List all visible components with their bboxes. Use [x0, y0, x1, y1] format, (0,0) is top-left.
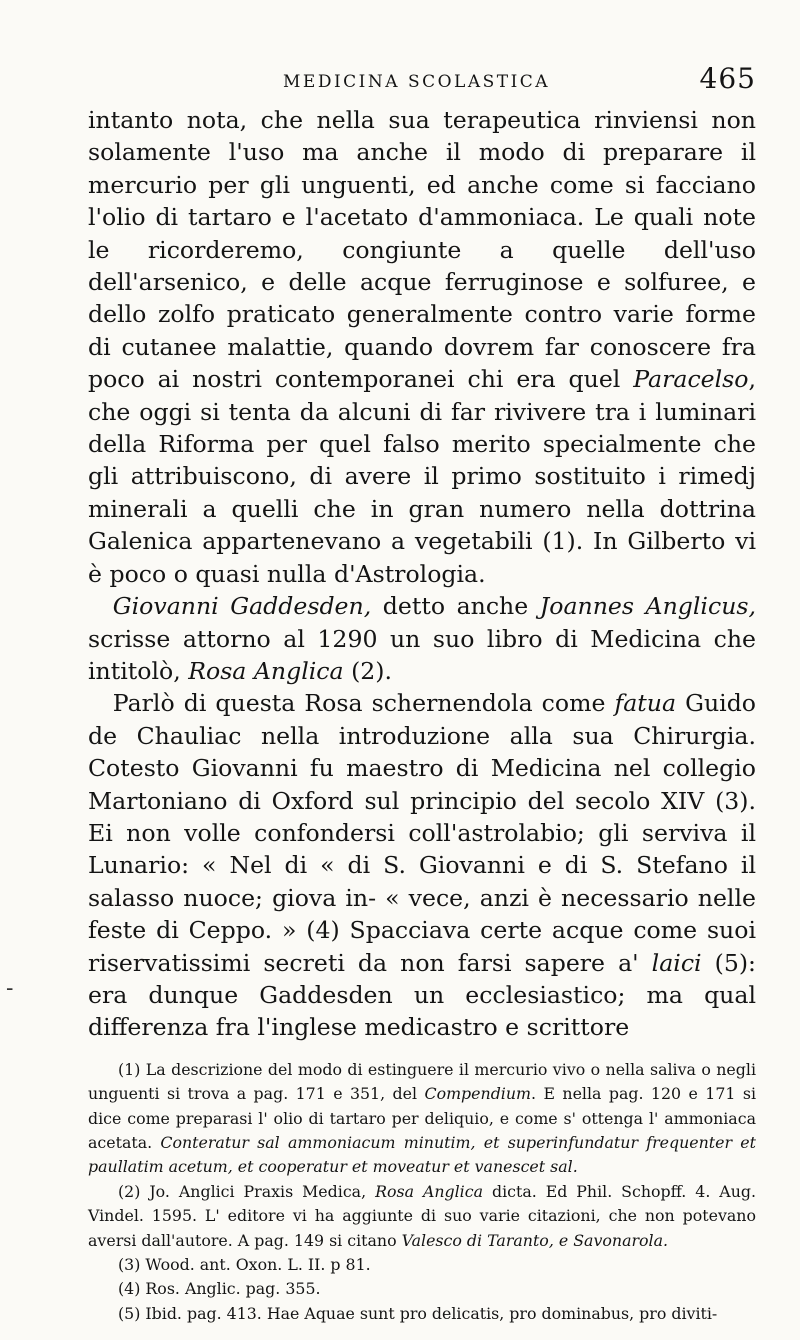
page-number: 465 [699, 62, 756, 95]
text-run: Guido de Chauliac nella introduzione alla sua Chirurgia. Cotesto Giovanni fu maestro di Medicina nel collegio Martoniano di Oxford sul principio del secolo XIV (3). Ei non volle confondersi coll'astrolabio; gli serviva il Lunario: « Nel di « di S. Giovanni e di S. Stefano il salasso nuoce; giova in- « vece, anzi è necessario nelle feste di Ceppo. » (4) Spacciava certe acque come suoi riservatissimi secreti da non farsi sapere a' [88, 689, 756, 977]
paragraph-2 [88, 590, 756, 687]
italic-run: fatua [614, 689, 677, 718]
body-text [88, 104, 756, 1044]
text-run: . E nella pag. 120 e 171 si dice come preparasi l' olio di tartaro per deliquio, e come s' ottenga l' ammoniaca acetata. [88, 1084, 756, 1152]
italic-run: Paracelso [633, 365, 749, 394]
text-run: (2). [343, 656, 392, 685]
text-run: (4) Ros. Anglic. pag. 355. [118, 1279, 321, 1299]
footnote-2 [88, 1180, 756, 1253]
running-head [88, 58, 756, 104]
margin-mark: - [6, 976, 14, 1001]
italic-run: Rosa Anglica [375, 1181, 484, 1201]
italic-run: Compendium [424, 1084, 532, 1104]
paragraph-1 [88, 104, 756, 590]
italic-run: Joannes Anglicus, [539, 592, 756, 621]
italic-run: Giovanni Gaddesden, [112, 592, 372, 621]
text-run: , che oggi si tenta da alcuni di far rivivere tra i luminari della Riforma per quel falso merito specialmente che gli attribuiscono, di avere il primo sostituito i rimedj minerali a quelli che in gran numero nella dottrina Galenica appartenevano a vegetabili (1). In Gilberto vi è poco o quasi nulla d'Astrologia. [88, 365, 756, 588]
italic-run: Rosa Anglica [188, 656, 344, 685]
text-run: dicta. Ed Phil. Schopff. 4. Aug. Vindel. 1595. L' editore vi ha aggiunte di suo varie citazioni, che non potevano aversi dall'autore. A pag. 149 si citano [88, 1181, 757, 1250]
footnote-4 [88, 1277, 756, 1301]
italic-run: Valesco di Taranto, e Savonarola. [401, 1230, 669, 1250]
text-run: Parlò di questa Rosa schernendola come [112, 689, 615, 718]
italic-run: laici [651, 948, 702, 977]
footnote-3 [88, 1253, 756, 1277]
text-run: (5) Ibid. pag. 413. Hae Aquae sunt pro delicatis, pro dominabus, pro diviti- [118, 1303, 718, 1323]
running-title: MEDICINA SCOLASTICA [283, 72, 551, 92]
text-run: (2) Jo. Anglici Praxis Medica, [118, 1181, 376, 1201]
footnote-1 [88, 1058, 756, 1180]
footnotes [88, 1058, 756, 1326]
text-run: intanto nota, che nella sua terapeutica rinviensi non solamente l'uso ma anche il modo di preparare il mercurio per gli unguenti, ed anche come si facciano l'olio di tartaro e l'acetato d'ammoniaca. Le quali note le ricorderemo, congiunte a quelle dell'uso dell'arsenico, e delle acque ferruginose e solfuree, e dello zolfo praticato generalmente contro varie forme di cutanee malattie, quando dovrem far conoscere fra poco ai nostri contemporanei chi era quel [88, 106, 756, 394]
text-run: detto anche [371, 592, 540, 621]
text-run: scrisse attorno al 1290 un suo libro di Medicina che intitolò, [88, 624, 756, 685]
paragraph-3 [88, 687, 756, 1043]
text-run: (3) Wood. ant. Oxon. L. II. p 81. [118, 1255, 371, 1275]
text-run: (1) La descrizione del modo di estinguere il mercurio vivo o nella saliva o negli unguenti si trova a pag. 171 e 351, del [88, 1059, 756, 1104]
text-run: (5): era dunque Gaddesden un ecclesiastico; ma qual differenza fra l'inglese medicastro e scrittore [88, 948, 757, 1042]
italic-run: Conteratur sal ammoniacum minutim, et superinfundatur frequenter et paullatim acetum, et cooperatur et moveatur et vanescet sal. [88, 1133, 756, 1177]
footnote-5 [88, 1302, 756, 1326]
